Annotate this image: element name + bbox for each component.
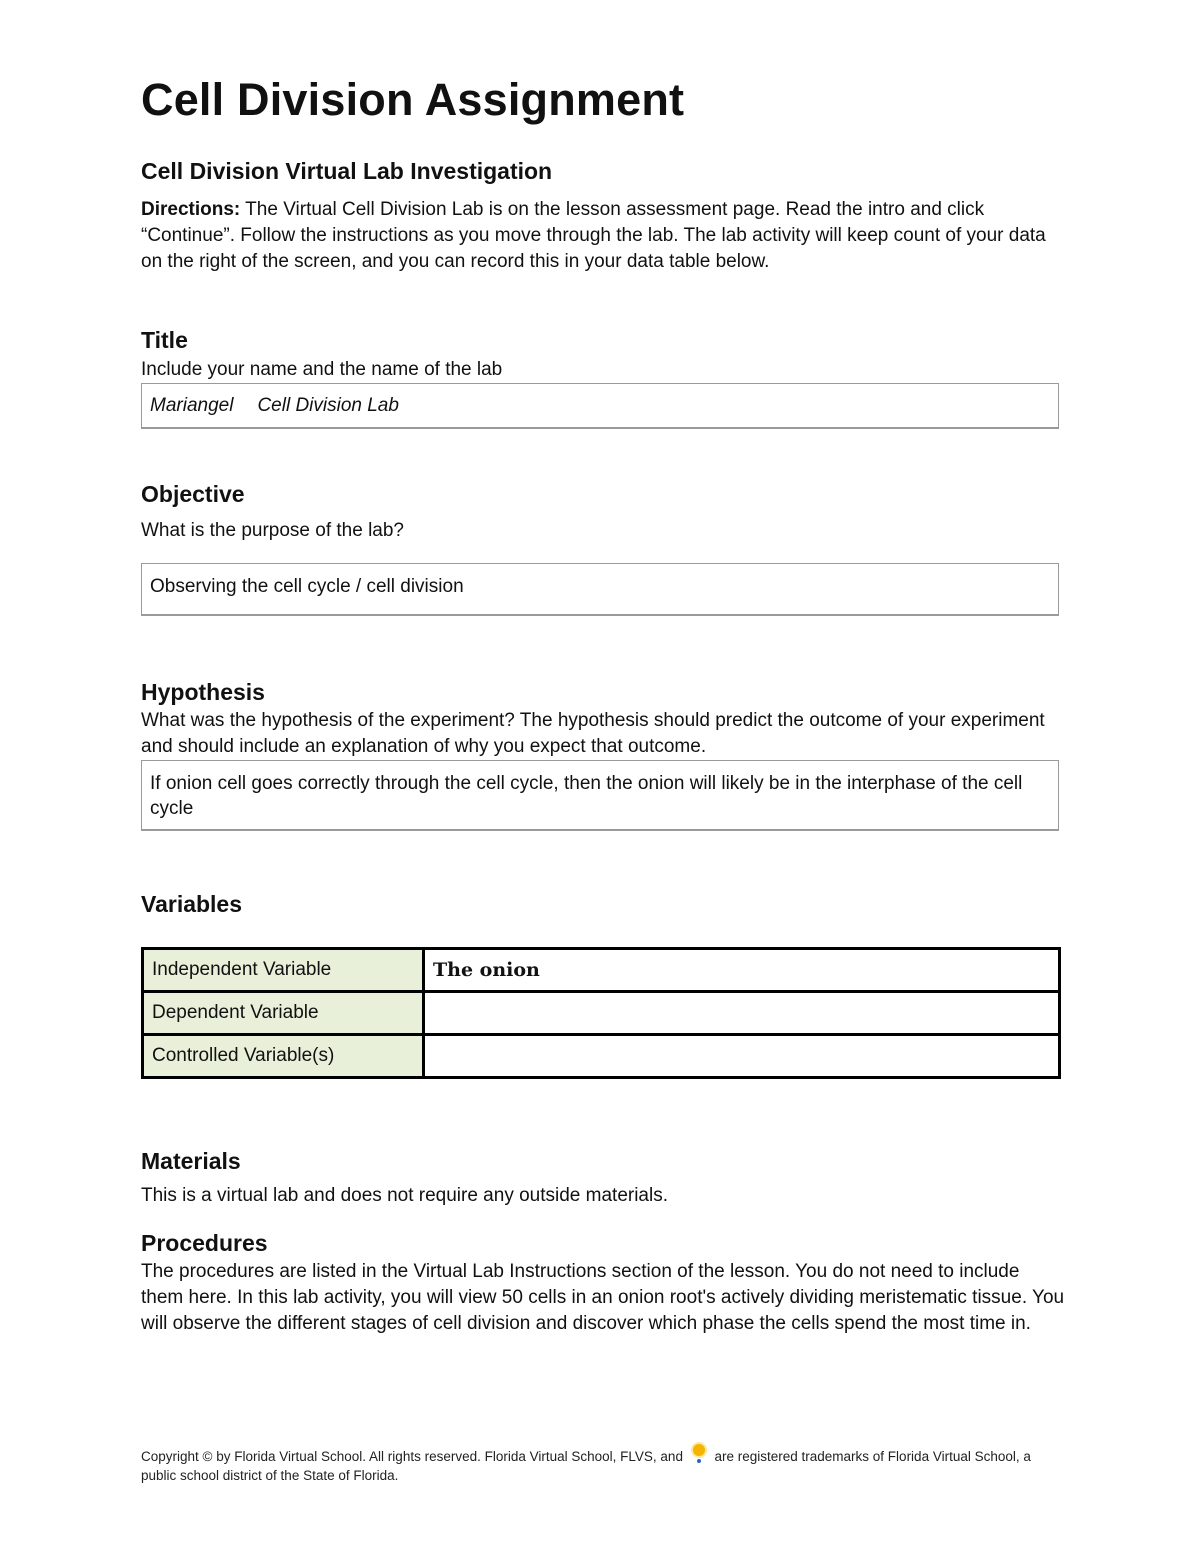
title-prompt: Include your name and the name of the lab — [141, 359, 503, 380]
directions-paragraph — [141, 197, 1066, 275]
footer-text-after-logo: are registered trademarks of Florida Virtual School, a public school district of the State of Florida. — [141, 1449, 1031, 1483]
hypothesis-prompt: What was the hypothesis of the experiment? The hypothesis should predict the outcome of your experiment and should include an explanation of why you expect that outcome. — [141, 710, 1045, 757]
table-row — [143, 949, 1060, 992]
dependent-variable-value[interactable] — [424, 992, 1060, 1035]
procedures-heading: Procedures — [141, 1230, 268, 1256]
directions-text: The Virtual Cell Division Lab is on the lesson assessment page. Read the intro and click “Continue”. Follow the instructions as you move through the lab. The lab activity will keep count of your data on the right of the screen, and you can record this in your data table below. — [141, 199, 1046, 272]
objective-answer-box[interactable] — [141, 563, 1059, 616]
page-subtitle: Cell Division Virtual Lab Investigation — [141, 158, 553, 184]
copyright-footer — [141, 1444, 1061, 1485]
variables-table — [141, 947, 1061, 1079]
title-answer-box[interactable] — [141, 383, 1059, 429]
dependent-variable-label: Dependent Variable — [143, 992, 424, 1035]
objective-prompt: What is the purpose of the lab? — [141, 520, 404, 541]
controlled-variables-label: Controlled Variable(s) — [143, 1035, 424, 1078]
independent-variable-label: Independent Variable — [143, 949, 424, 992]
procedures-text: The procedures are listed in the Virtual Lab Instructions section of the lesson. You do not need to include them here. In this lab activity, you will view 50 cells in an onion root's actively dividing meristematic tissue. You will observe the different stages of cell division and discover which phase the cells spend the most time in. — [141, 1261, 1065, 1334]
directions-label: Directions: — [141, 199, 241, 220]
student-name: Mariangel — [150, 395, 234, 416]
materials-heading: Materials — [141, 1148, 241, 1174]
variables-heading: Variables — [141, 891, 243, 917]
objective-heading: Objective — [141, 481, 245, 507]
footer-text-before-logo: Copyright © by Florida Virtual School. All rights reserved. Florida Virtual School, FLVS, and — [141, 1449, 683, 1464]
hypothesis-heading: Hypothesis — [141, 679, 265, 705]
controlled-variables-value[interactable] — [424, 1035, 1060, 1078]
page-title: Cell Division Assignment — [141, 74, 685, 125]
lab-name: Cell Division Lab — [257, 395, 399, 416]
objective-answer: Observing the cell cycle / cell division — [150, 576, 464, 597]
independent-variable-value[interactable]: The onion — [424, 949, 1060, 992]
title-heading: Title — [141, 327, 188, 353]
table-row — [143, 1035, 1060, 1078]
hypothesis-answer-box[interactable] — [141, 760, 1059, 831]
hypothesis-answer: If onion cell goes correctly through the cell cycle, then the onion will likely be in the interphase of the cell cycle — [150, 773, 1023, 819]
materials-text: This is a virtual lab and does not require any outside materials. — [141, 1185, 668, 1206]
table-row — [143, 992, 1060, 1035]
flvs-sun-logo-icon — [691, 1444, 707, 1464]
